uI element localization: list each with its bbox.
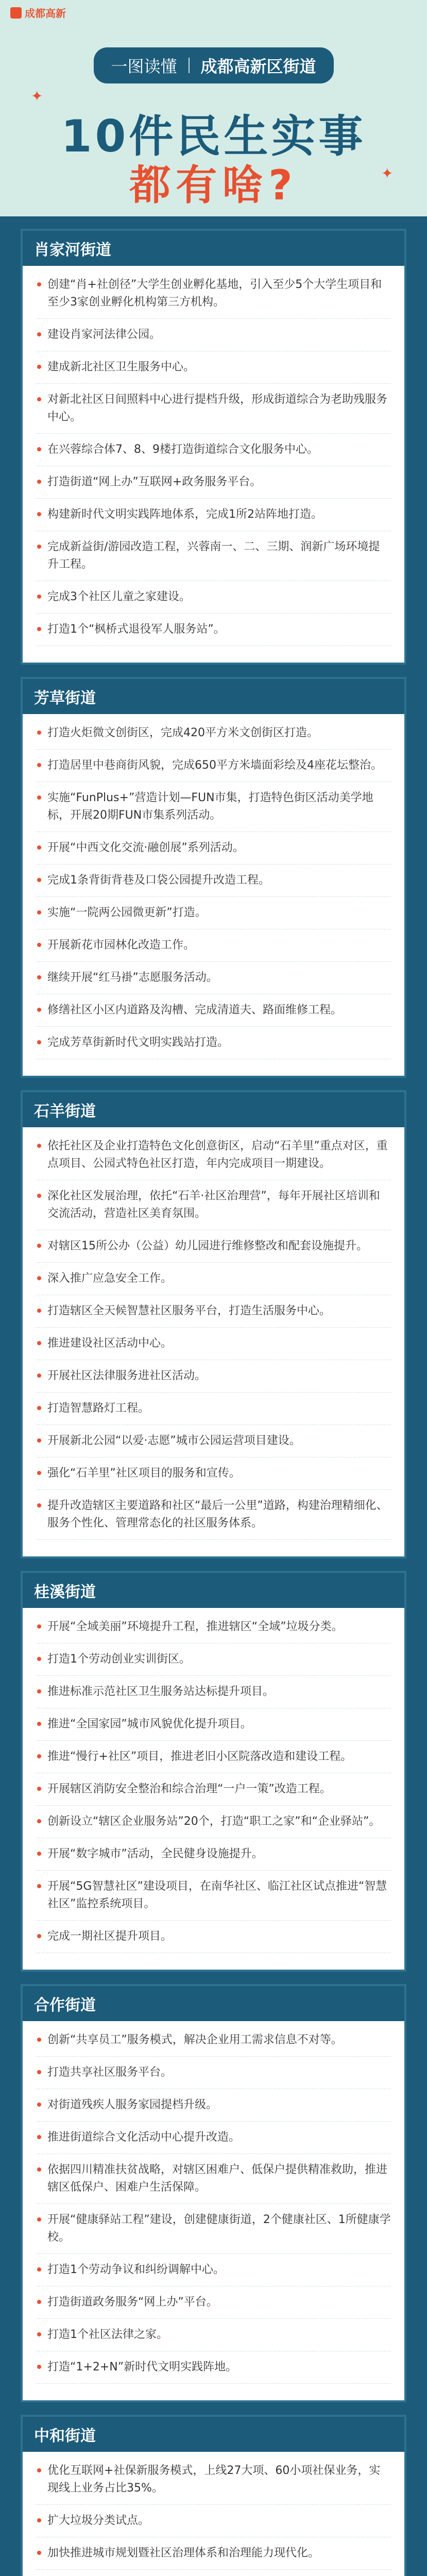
list-item: 对街道残疾人服务家园提档升级。 bbox=[36, 2094, 391, 2122]
list-item: 深入推广应急安全工作。 bbox=[36, 1268, 391, 1295]
section-list bbox=[23, 1127, 404, 1556]
section-card bbox=[21, 677, 406, 1078]
section-card bbox=[21, 1571, 406, 1972]
list-item: 打造街道“网上办”互联网+政务服务平台。 bbox=[36, 471, 391, 499]
list-item: 推进“全国家园”城市风貌优化提升项目。 bbox=[36, 1714, 391, 1741]
section-title: 肖家河街道 bbox=[23, 231, 404, 266]
section-title: 合作街道 bbox=[23, 1986, 404, 2021]
list-item: 推进街道综合文化活动中心提升改造。 bbox=[36, 2127, 391, 2154]
list-item: 对新北社区日间照料中心进行提档升级，形成街道综合为老助残服务中心。 bbox=[36, 389, 391, 434]
list-item: 推进标准示范社区卫生服务站达标提升项目。 bbox=[36, 1681, 391, 1708]
list-item: 开展新北公园“以爱·志愿”城市公园运营项目建设。 bbox=[36, 1430, 391, 1458]
list-item: 深化社区发展治理，依托“石羊·社区治理营”，每年开展社区培训和交流活动，营造社区美育氛围。 bbox=[36, 1185, 391, 1230]
list-item: 打造智慧路灯工程。 bbox=[36, 1398, 391, 1425]
section-list bbox=[23, 1608, 404, 1970]
section-list bbox=[23, 2452, 404, 2576]
list-item: 提升改造辖区主要道路和社区“最后一公里”道路，构建治理精细化、服务个性化、管理常态化的社区服务体系。 bbox=[36, 1495, 391, 1540]
list-item: 扩大垃圾分类试点。 bbox=[36, 2510, 391, 2537]
list-item: 打造“1+2+N”新时代文明实践阵地。 bbox=[36, 2357, 391, 2384]
list-item: 打造1个劳动争议和纠纷调解中心。 bbox=[36, 2259, 391, 2286]
list-item: 在兴蓉综合体7、8、9楼打造街道综合文化服务中心。 bbox=[36, 439, 391, 466]
list-item: 实施“FunPlus+”营造计划—FUN市集，打造特色街区活动美学地标，开展20期FUN市集系列活动。 bbox=[36, 787, 391, 832]
list-item: 创建“肖+社创径”大学生创业孵化基地，引入至少5个大学生项目和至少3家创业孵化机构第三方机构。 bbox=[36, 274, 391, 319]
section-card bbox=[21, 1984, 406, 2402]
list-item: 强化“石羊里”社区项目的服务和宣传。 bbox=[36, 1463, 391, 1490]
logo-mark-icon bbox=[10, 7, 22, 19]
list-item: 开展辖区消防安全整治和综合治理“一户一策”改造工程。 bbox=[36, 1778, 391, 1806]
list-item: 完成一期社区提升项目。 bbox=[36, 1926, 391, 1953]
list-item: 打造火炬微文创街区，完成420平方米文创街区打造。 bbox=[36, 722, 391, 750]
section-card bbox=[21, 2415, 406, 2576]
list-item: 创新设立“辖区企业服务站”20个，打造“职工之家”和“企业驿站”。 bbox=[36, 1811, 391, 1838]
list-item: 开展“中西文化交流·融创展”系列活动。 bbox=[36, 837, 391, 865]
section-list bbox=[23, 266, 404, 663]
list-item: 开展新花市园林化改造工作。 bbox=[36, 935, 391, 962]
logo bbox=[10, 5, 66, 20]
list-item: 开展“全域美丽”环境提升工程，推进辖区“全域”垃圾分类。 bbox=[36, 1616, 391, 1643]
sparkle-icon: ✦ bbox=[31, 88, 43, 105]
section-card bbox=[21, 229, 406, 665]
header bbox=[0, 0, 427, 216]
list-item: 建设肖家河法律公园。 bbox=[36, 324, 391, 351]
list-item: 打造1个社区法律之家。 bbox=[36, 2324, 391, 2351]
list-item: 实施“一院两公园微更新”打造。 bbox=[36, 902, 391, 929]
list-item: 建成新北社区卫生服务中心。 bbox=[36, 357, 391, 384]
section-title: 桂溪街道 bbox=[23, 1573, 404, 1608]
section-title: 中和街道 bbox=[23, 2417, 404, 2452]
list-item: 开展“数字城市”活动，全民健身设施提升。 bbox=[36, 1843, 391, 1871]
list-item: 完成3个社区儿童之家建设。 bbox=[36, 586, 391, 614]
section-card bbox=[21, 1090, 406, 1558]
list-item: 构建新时代文明实践阵地体系，完成1所2站阵地打造。 bbox=[36, 504, 391, 531]
section-list bbox=[23, 714, 404, 1076]
list-item: 开展社区法律服务进社区活动。 bbox=[36, 1365, 391, 1393]
list-item: 打造居里中巷商街风貌，完成650平方米墙面彩绘及4座花坛整治。 bbox=[36, 755, 391, 782]
list-item: 打造街道政务服务“网上办”平台。 bbox=[36, 2292, 391, 2319]
list-item: 继续开展“红马褂”志愿服务活动。 bbox=[36, 967, 391, 994]
header-pill bbox=[93, 47, 333, 83]
list-item: 优化互联网+社保新服务模式，上线27大项、60小项社保业务，实现线上业务占比35%。 bbox=[36, 2460, 391, 2505]
section-list bbox=[23, 2021, 404, 2400]
sparkle-icon: ✦ bbox=[381, 165, 394, 182]
list-item: 打造共享社区服务平台。 bbox=[36, 2062, 391, 2089]
section-title: 芳草街道 bbox=[23, 679, 404, 714]
hero-title: 10件民生实事 bbox=[61, 111, 366, 162]
list-item: 创新“共享员工”服务模式，解决企业用工需求信息不对等。 bbox=[36, 2029, 391, 2057]
list-item: 加快推进城市规划暨社区治理体系和治理能力现代化。 bbox=[36, 2543, 391, 2570]
pill-right-text: 成都高新区街道 bbox=[200, 57, 316, 76]
list-item: 推进建设社区活动中心。 bbox=[36, 1333, 391, 1360]
logo-text: 成都高新 bbox=[25, 7, 66, 20]
list-item: 打造辖区全天候智慧社区服务平台，打造生活服务中心。 bbox=[36, 1300, 391, 1328]
list-item: 打造1个劳动创业实训街区。 bbox=[36, 1649, 391, 1676]
list-item: 推进“慢行+社区”项目，推进老旧小区院落改造和建设工程。 bbox=[36, 1746, 391, 1773]
hero-subtitle: 都有啥? bbox=[129, 161, 298, 209]
sections-container bbox=[0, 229, 427, 2576]
pill-divider bbox=[189, 58, 190, 73]
list-item: 打造1个“枫桥式退役军人服务站”。 bbox=[36, 619, 391, 646]
list-item: 完成1条背街背巷及口袋公园提升改造工程。 bbox=[36, 870, 391, 897]
section-title: 石羊街道 bbox=[23, 1092, 404, 1127]
list-item: 完成芳草街新时代文明实践站打造。 bbox=[36, 1032, 391, 1059]
list-item: 开展“健康驿站工程”建设，创建健康街道，2个健康社区、1所健康学校。 bbox=[36, 2209, 391, 2254]
pill-left-text: 一图读懂 bbox=[111, 57, 177, 76]
list-item: 修缮社区小区内道路及沟槽、完成清道夫、路面维修工程。 bbox=[36, 999, 391, 1027]
list-item: 对辖区15所公办（公益）幼儿园进行维修整改和配套设施提升。 bbox=[36, 1235, 391, 1263]
list-item: 完成新益街/游园改造工程，兴蓉南一、二、三期、润新广场环境提升工程。 bbox=[36, 536, 391, 581]
list-item: 开展“5G智慧社区”建设项目，在南华社区、临江社区试点推进“智慧社区”监控系统项目。 bbox=[36, 1876, 391, 1921]
list-item: 依据四川精准扶贫战略，对辖区困难户、低保户提供精准救助，推进辖区低保户、困难户生活保障。 bbox=[36, 2159, 391, 2204]
list-item: 依托社区及企业打造特色文化创意街区，启动“石羊里”重点对区，重点项目、公园式特色社区打造，年内完成项目一期建设。 bbox=[36, 1136, 391, 1180]
